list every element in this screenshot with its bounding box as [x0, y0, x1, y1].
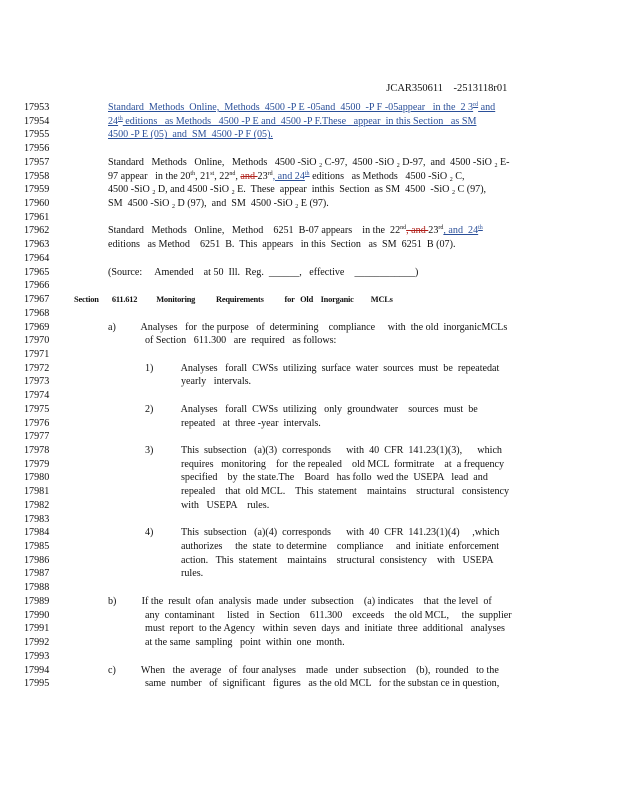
line-number: 17986: [24, 554, 50, 566]
line-number: 17975: [24, 403, 50, 415]
text-run: same number of significant figures as the old MCL for the substan ce in question,: [145, 678, 500, 690]
text-run: a) Analyses for the purpose of determining compliance with the old inorganicMCLs: [108, 321, 508, 333]
line-text: [181, 485, 509, 498]
document-line: [0, 389, 618, 402]
text-run: repealed that old MCL. This statement maintains structural consistency: [181, 486, 510, 498]
line-text: [181, 417, 321, 430]
text-run: (Source: Amended at 50 Ill. Reg. ______, effective ____________): [108, 266, 419, 278]
document-line: [0, 307, 618, 320]
text-run: 97 appear in the 20: [108, 170, 191, 182]
document-line: [0, 375, 618, 388]
text-run: 23: [428, 225, 439, 237]
document-line: [0, 430, 618, 443]
text-run: any contaminant listed in Section 611.300 exceeds the old MCL, the supplier: [145, 609, 512, 621]
text-run: 4) This subsection (a)(4) corresponds with 40 CFR 141.23(1)(4) ,which: [145, 527, 500, 539]
line-text: [108, 266, 418, 279]
text-run: C (97),: [454, 184, 487, 196]
text-run: 2) Analyses forall CWSs utilizing only groundwater sources must be: [145, 403, 478, 415]
document-line: [0, 170, 618, 183]
text-run: 1) Analyses forall CWSs utilizing surface water sources must be repeatedat: [145, 362, 500, 374]
line-number: 17981: [24, 486, 50, 498]
line-number: 17984: [24, 527, 50, 539]
document-line: [0, 650, 618, 663]
document-line: [0, 266, 618, 279]
line-text: [108, 595, 492, 608]
document-line: [0, 211, 618, 224]
line-number: 17992: [24, 637, 50, 649]
text-run: editions as Method 6251 B. This appears in this Section as SM 6251 B (07).: [108, 239, 456, 251]
line-text: [108, 183, 486, 196]
line-text: [181, 471, 488, 484]
line-number: 17962: [24, 225, 50, 237]
line-number: 17960: [24, 198, 50, 210]
deleted-text: and: [240, 170, 258, 182]
line-number: 17955: [24, 129, 50, 141]
line-number: 17985: [24, 541, 50, 553]
document-line: [0, 142, 618, 155]
line-number: 17983: [24, 513, 50, 525]
line-text: [181, 499, 269, 512]
inserted-text: rd: [473, 102, 479, 108]
document-line: [0, 444, 618, 457]
line-number: 17965: [24, 266, 50, 278]
text-run: E (97).: [298, 198, 329, 210]
text-run: C,: [452, 170, 465, 182]
text-run: c) When the average of four analyses made under subsection (b), rounded to the: [108, 664, 499, 676]
document-line: [0, 622, 618, 635]
document-line: [0, 677, 618, 690]
document-line: [0, 499, 618, 512]
line-number: 17973: [24, 376, 50, 388]
line-text: [145, 526, 499, 539]
text-run: D, and 4500 -SiO: [155, 184, 232, 196]
document-line: [0, 664, 618, 677]
line-text: [108, 238, 455, 251]
text-run: repeated at three -year intervals.: [181, 417, 321, 429]
line-text: [108, 170, 465, 183]
line-number: 17989: [24, 595, 50, 607]
text-run: with USEPA rules.: [181, 499, 270, 511]
line-number: 17974: [24, 390, 50, 402]
document-line: [0, 636, 618, 649]
line-text: [108, 128, 273, 141]
line-text: [108, 224, 483, 237]
text-run: 2: [231, 190, 235, 197]
document-line: [0, 417, 618, 430]
line-number: 17972: [24, 362, 50, 374]
line-number: 17967: [24, 294, 50, 306]
line-number: 17954: [24, 115, 50, 127]
document-line: [0, 293, 618, 306]
text-run: rd: [438, 225, 444, 232]
document-line: [0, 334, 618, 347]
line-text: [108, 101, 495, 114]
line-text: [74, 293, 393, 306]
text-run: 3) This subsection (a)(3) corresponds with 40 CFR 141.23(1)(3), which: [145, 445, 502, 456]
text-run: authorizes the state to determine compliance and initiate enforcement: [181, 541, 500, 553]
document-line: [0, 183, 618, 196]
text-run: 2: [494, 162, 498, 169]
text-run: 2: [449, 176, 453, 183]
text-run: b) If the result ofan analysis made under subsection (a) indicates that the level of: [108, 595, 492, 607]
document-line: [0, 348, 618, 361]
document-line: [0, 252, 618, 265]
line-number: 17995: [24, 678, 50, 690]
text-run: 23: [257, 170, 268, 182]
inserted-text: 4500 -P E (05) and SM 4500 -P F (05).: [108, 129, 273, 141]
line-number: 17969: [24, 321, 50, 333]
text-run: 2: [295, 204, 299, 211]
document-line: [0, 595, 618, 608]
line-text: [181, 458, 504, 471]
text-run: editions as Methods 4500 -SiO: [309, 170, 450, 182]
line-text: [181, 375, 251, 388]
text-run: requires monitoring for the repealed old MCL formitrate at a frequency: [181, 458, 505, 470]
text-run: 2: [319, 162, 323, 169]
line-text: [145, 403, 478, 416]
line-text: [145, 677, 499, 690]
line-number: 17977: [24, 431, 50, 443]
line-text: [108, 197, 329, 210]
section-heading: Section 611.612 Monitoring Requirements for Old Inorganic MCLs: [74, 295, 393, 305]
document-line: [0, 485, 618, 498]
text-run: E-: [497, 156, 510, 168]
inserted-text: 24: [108, 115, 119, 127]
document-line: [0, 101, 618, 114]
text-run: ,: [235, 170, 241, 182]
line-number: 17959: [24, 184, 50, 196]
line-number: 17994: [24, 664, 50, 676]
inserted-text: , and 24: [272, 170, 305, 182]
text-run: E. These appear inthis Section as SM 4500 -SiO: [234, 184, 452, 196]
line-number: 17958: [24, 170, 50, 182]
text-run: nd: [229, 170, 236, 177]
line-text: [108, 664, 499, 677]
line-text: [181, 540, 499, 553]
line-number: 17956: [24, 143, 50, 155]
inserted-text: and: [478, 102, 496, 113]
document-line: [0, 471, 618, 484]
text-run: nd: [400, 225, 407, 232]
text-run: rules.: [181, 568, 204, 580]
line-number: 17966: [24, 280, 50, 292]
line-number: 17953: [24, 102, 50, 113]
text-run: , 21: [195, 170, 211, 182]
line-text: [145, 609, 512, 622]
line-number: 17970: [24, 335, 50, 347]
text-run: 2: [451, 190, 455, 197]
document-line: [0, 403, 618, 416]
text-run: action. This statement maintains structural consistency with USEPA: [181, 554, 494, 566]
line-text: [145, 636, 345, 649]
text-run: , 22: [214, 170, 230, 182]
text-run: SM 4500 -SiO: [108, 198, 172, 210]
text-run: at the same sampling point within one month.: [145, 637, 345, 649]
line-number: 17993: [24, 650, 50, 662]
line-number: 17982: [24, 499, 50, 511]
document-id: JCAR350611 -2513118r01: [386, 83, 508, 94]
document-line: [0, 197, 618, 210]
inserted-text: , and 24: [443, 225, 479, 237]
text-run: rd: [267, 170, 273, 177]
text-run: yearly intervals.: [181, 376, 252, 388]
line-text: [181, 567, 203, 580]
inserted-text: th: [478, 225, 483, 232]
line-text: [145, 362, 499, 375]
line-number: 17979: [24, 458, 50, 470]
line-text: [145, 622, 505, 635]
text-run: of Section 611.300 are required as follows:: [145, 335, 337, 347]
line-text: [145, 444, 502, 457]
line-number: 17971: [24, 348, 50, 360]
line-number: 17978: [24, 445, 50, 456]
line-text: [108, 321, 507, 334]
document-line: [0, 540, 618, 553]
text-run: 2: [152, 190, 156, 197]
line-number: 17980: [24, 472, 50, 484]
text-run: Standard Methods Online, Methods 4500 -SiO: [108, 156, 320, 168]
line-number: 17964: [24, 252, 50, 264]
document-line: [0, 513, 618, 526]
line-number: 17963: [24, 239, 50, 251]
document-line: [0, 609, 618, 622]
line-text: [108, 156, 510, 169]
document-line: [0, 362, 618, 375]
inserted-text: th: [118, 115, 123, 122]
line-number: 17988: [24, 582, 50, 594]
text-run: specified by the state.The Board has follo wed the USEPA lead and: [181, 472, 488, 484]
deleted-text: , and: [406, 225, 429, 237]
text-run: th: [190, 170, 196, 177]
inserted-text: th: [304, 170, 310, 177]
line-number: 17968: [24, 307, 50, 319]
line-number: 17957: [24, 156, 50, 168]
text-run: C-97, 4500 -SiO: [322, 156, 397, 168]
document-line: [0, 224, 618, 237]
document-line: [0, 554, 618, 567]
line-text: [145, 334, 336, 347]
document-line: [0, 115, 618, 128]
document-line: [0, 526, 618, 539]
text-run: Standard Methods Online, Method 6251 B-07 appears in the 22: [108, 225, 401, 237]
text-run: D (97), and SM 4500 -SiO: [174, 198, 296, 210]
text-run: 2: [396, 162, 400, 169]
text-run: must report to the Agency within seven days and initiate three additional analyses: [145, 623, 505, 635]
inserted-text: Standard Methods Online, Methods 4500 -P E -05and 4500 -P F -05appear in the 2 3: [108, 102, 474, 113]
line-text: [181, 554, 494, 567]
document-line: [0, 128, 618, 141]
document-line: [0, 156, 618, 169]
document-line: [0, 581, 618, 594]
text-run: 4500 -SiO: [108, 184, 153, 196]
document-line: [0, 279, 618, 292]
text-run: 2: [171, 204, 175, 211]
inserted-text: editions as Methods 4500 -P E and 4500 -P F.These appear in this Section as SM: [122, 115, 477, 127]
document-line: [0, 238, 618, 251]
document-line: [0, 567, 618, 580]
text-run: st: [210, 170, 215, 177]
line-text: [108, 115, 476, 128]
line-number: 17990: [24, 609, 50, 621]
line-number: 17961: [24, 211, 50, 223]
text-run: D-97, and 4500 -SiO: [399, 156, 495, 168]
document-line: [0, 321, 618, 334]
line-number: 17976: [24, 417, 50, 429]
line-number: 17991: [24, 623, 50, 635]
document-line: [0, 458, 618, 471]
line-number: 17987: [24, 568, 50, 580]
